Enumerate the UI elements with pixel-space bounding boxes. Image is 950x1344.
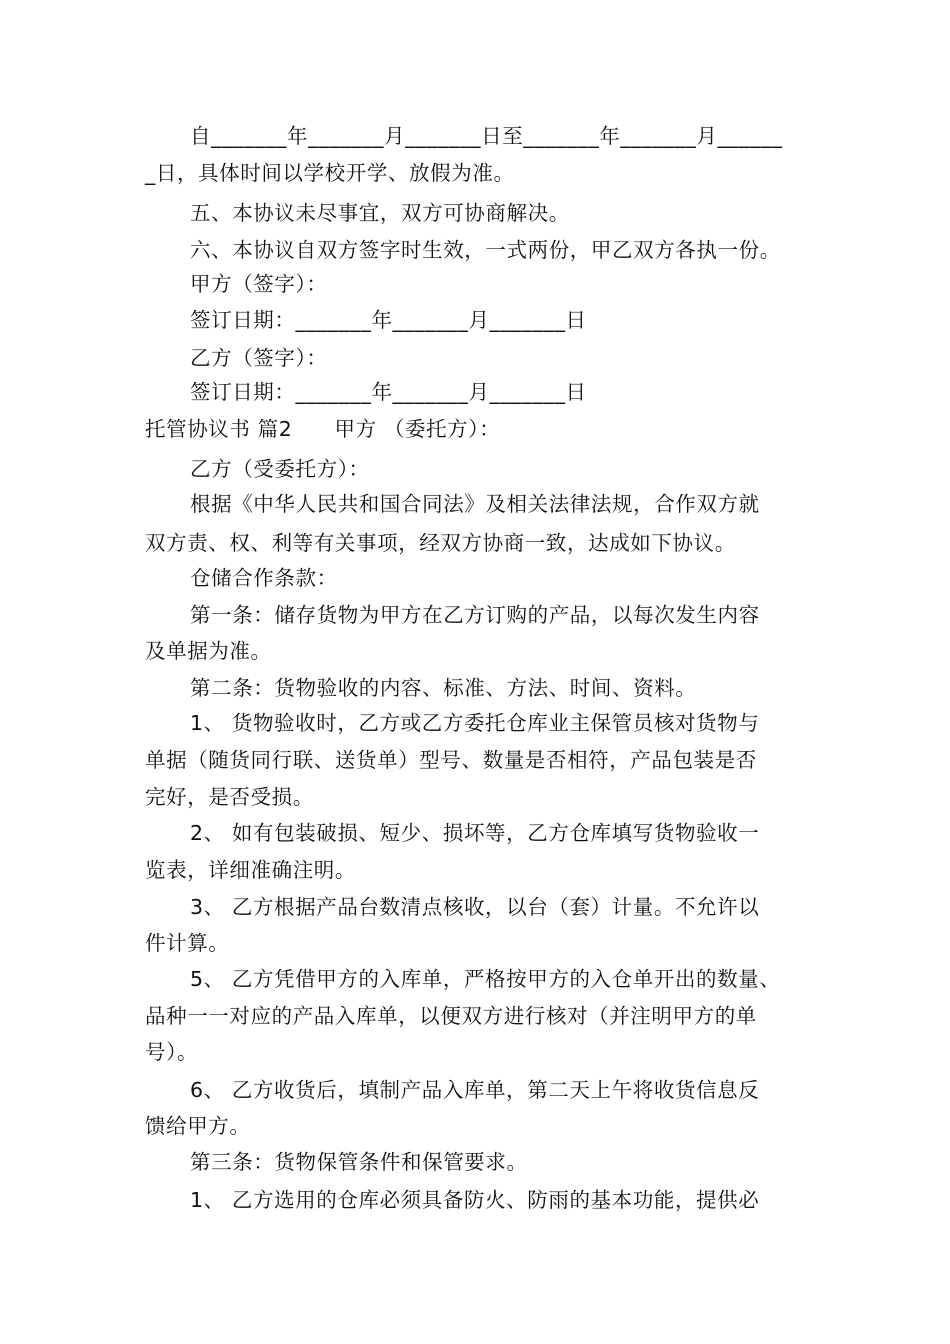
text-line: 第三条：货物保管条件和保管要求。 <box>190 1150 528 1174</box>
section-heading: 托管协议书 篇2 甲方 （委托方）： <box>145 417 501 441</box>
text-line: 件计算。 <box>145 931 230 955</box>
text-line: 根据《中华人民共和国合同法》及相关法律法规，合作双方就 <box>190 492 760 516</box>
text-line: 6、 乙方收货后，填制产品入库单，第二天上午将收货信息反 <box>190 1078 760 1102</box>
signing-date-b: 签订日期：_______年_______月_______日 <box>190 380 587 404</box>
text-line: 馈给甲方。 <box>145 1114 251 1138</box>
text-line: 乙方（受委托方）： <box>190 457 370 481</box>
text-line: 六、本协议自双方签字时生效，一式两份，甲乙双方各执一份。 <box>190 238 781 262</box>
text-line: 仓储合作条款： <box>190 566 338 590</box>
text-line: _日，具体时间以学校开学、放假为准。 <box>145 161 515 185</box>
text-line: 1、 乙方选用的仓库必须具备防火、防雨的基本功能，提供必 <box>190 1188 760 1212</box>
text-line: 览表，详细准确注明。 <box>145 858 356 882</box>
text-line: 双方责、权、利等有关事项，经双方协商一致，达成如下协议。 <box>145 531 736 555</box>
text-line: 品种一一对应的产品入库单，以便双方进行核对（并注明甲方的单 <box>145 1004 757 1028</box>
signing-date-a: 签订日期：_______年_______月_______日 <box>190 308 587 332</box>
text-line: 2、 如有包装破损、短少、损坏等，乙方仓库填写货物验收一 <box>190 821 760 845</box>
text-line: 第二条：货物验收的内容、标准、方法、时间、资料。 <box>190 676 697 700</box>
text-line: 自_______年_______月_______日至_______年_______月______ <box>190 124 783 148</box>
text-line: 第一条：储存货物为甲方在乙方订购的产品，以每次发生内容 <box>190 603 760 627</box>
text-line: 完好，是否受损。 <box>145 785 314 809</box>
text-line: 3、 乙方根据产品台数清点核收，以台（套）计量。不允许以 <box>190 895 760 919</box>
text-line: 1、 货物验收时，乙方或乙方委托仓库业主保管员核对货物与 <box>190 711 760 735</box>
signature-party-a: 甲方（签字）： <box>190 272 328 296</box>
text-line: 及单据为准。 <box>145 639 272 663</box>
text-line: 号）。 <box>145 1040 199 1064</box>
text-line: 单据（随货同行联、送货单）型号、数量是否相符，产品包装是否 <box>145 748 757 772</box>
text-line: 五、本协议未尽事宜，双方可协商解决。 <box>190 201 570 225</box>
text-line: 5、 乙方凭借甲方的入库单，严格按甲方的入仓单开出的数量、 <box>190 967 781 991</box>
signature-party-b: 乙方（签字）： <box>190 346 328 370</box>
